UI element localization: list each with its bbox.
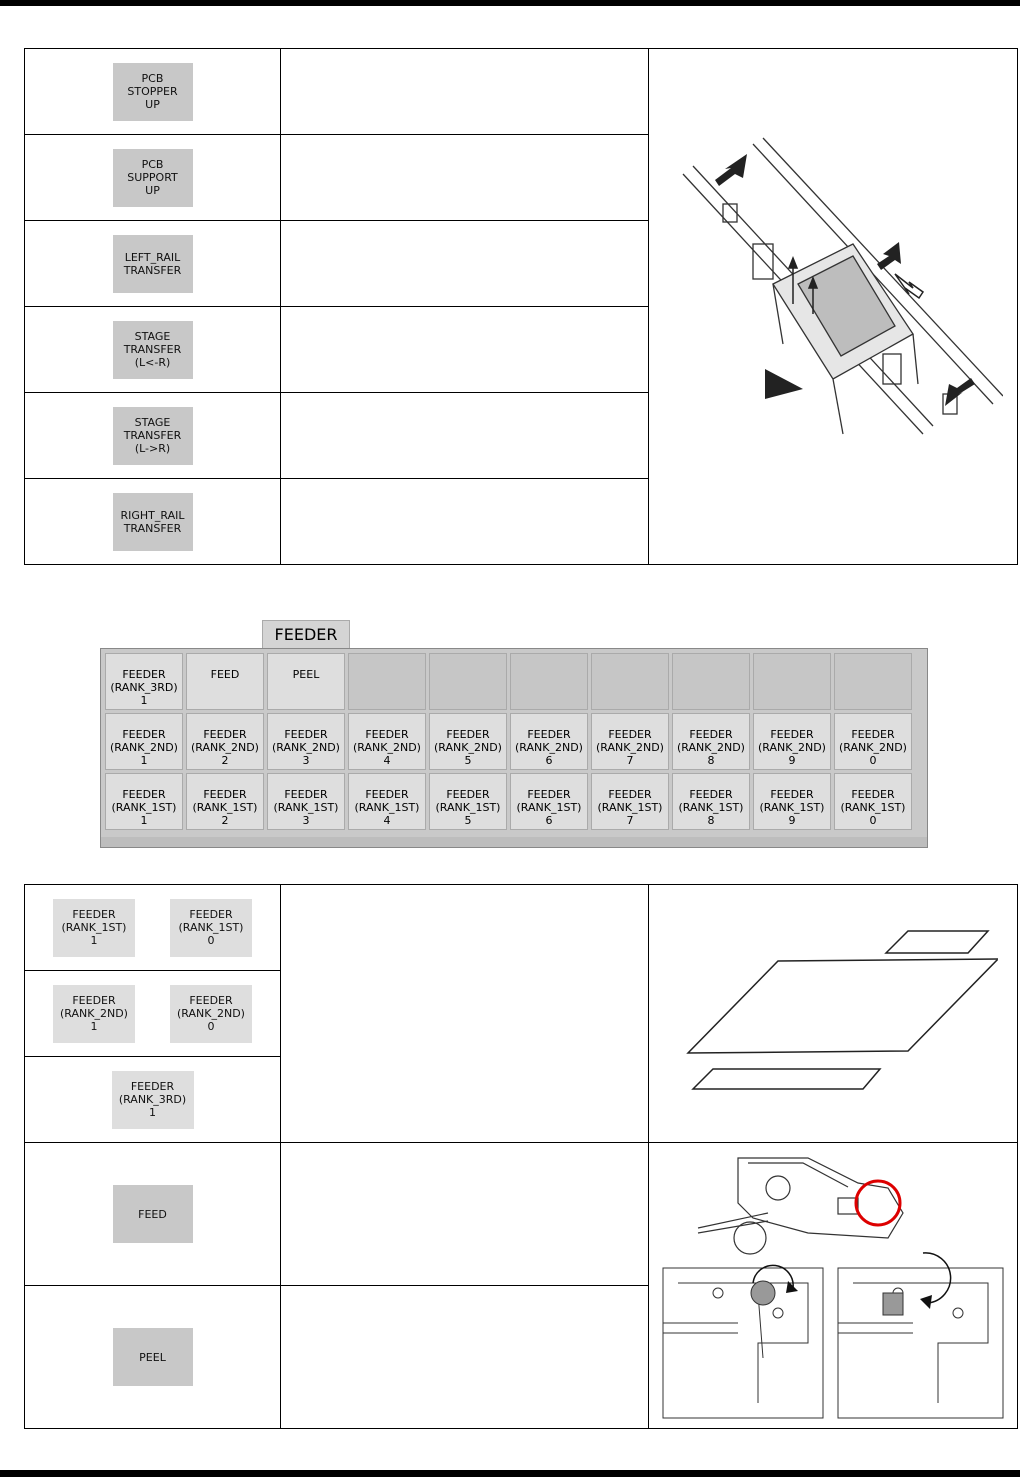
conveyor-illustration-cell (649, 49, 1018, 565)
feeder-button-grid (105, 653, 912, 830)
feeder-rank-stack-icon (668, 911, 998, 1111)
empty-slot (672, 653, 750, 710)
feeder-grid-button[interactable]: FEEDER (RANK_2ND) 3 (267, 713, 345, 770)
row-pcb-stopper (25, 49, 281, 135)
transfer-buttons-table (24, 48, 1018, 565)
conveyor-rail-diagram-icon (663, 134, 1003, 474)
feed-button[interactable]: FEED (113, 1185, 193, 1243)
description-cell (281, 49, 649, 135)
feeder-rank-2nd-1-button[interactable]: FEEDER (RANK_2ND) 1 (53, 985, 135, 1043)
feeder-rank-2nd-0-button[interactable]: FEEDER (RANK_2ND) 0 (170, 985, 252, 1043)
feeder-grid-button[interactable]: FEEDER (RANK_1ST) 1 (105, 773, 183, 830)
empty-slot (753, 653, 831, 710)
feeder-rank-3rd-1-button[interactable]: FEEDER (RANK_3RD) 1 (112, 1071, 194, 1129)
feeder-grid-button[interactable]: FEEDER (RANK_2ND) 5 (429, 713, 507, 770)
right-rail-transfer-button[interactable]: RIGHT_RAIL TRANSFER (113, 493, 193, 551)
feeder-grid-button[interactable]: FEEDER (RANK_3RD) 1 (105, 653, 183, 710)
row-rank-2nd (25, 971, 281, 1057)
feeder-grid-button[interactable]: PEEL (267, 653, 345, 710)
empty-slot (834, 653, 912, 710)
description-cell (281, 307, 649, 393)
feeder-stack-illustration-cell (649, 885, 1018, 1143)
feeder-rank-1st-0-button[interactable]: FEEDER (RANK_1ST) 0 (170, 899, 252, 957)
feeder-grid-button[interactable]: FEEDER (RANK_1ST) 0 (834, 773, 912, 830)
feeder-grid-button[interactable]: FEEDER (RANK_2ND) 4 (348, 713, 426, 770)
feeder-grid-button[interactable]: FEED (186, 653, 264, 710)
row-rank-3rd (25, 1057, 281, 1143)
feeder-buttons-table (24, 884, 1018, 1429)
feeder-grid-button[interactable]: FEEDER (RANK_2ND) 1 (105, 713, 183, 770)
panel-scrollbar (101, 837, 927, 847)
stage-transfer-l-from-r-button[interactable]: STAGE TRANSFER (L<-R) (113, 321, 193, 379)
row-feed (25, 1143, 281, 1286)
feeder-grid-button[interactable]: FEEDER (RANK_2ND) 9 (753, 713, 831, 770)
feeder-grid-button[interactable]: FEEDER (RANK_2ND) 2 (186, 713, 264, 770)
row-rank-1st (25, 885, 281, 971)
pcb-stopper-up-button[interactable]: PCB STOPPER UP (113, 63, 193, 121)
pcb-support-up-button[interactable]: PCB SUPPORT UP (113, 149, 193, 207)
feeder-mechanism-illustration-cell (649, 1143, 1018, 1429)
feeder-grid-button[interactable]: FEEDER (RANK_1ST) 4 (348, 773, 426, 830)
left-rail-transfer-button[interactable]: LEFT_RAIL TRANSFER (113, 235, 193, 293)
feeder-grid-button[interactable]: FEEDER (RANK_1ST) 3 (267, 773, 345, 830)
row-peel (25, 1286, 281, 1429)
empty-slot (348, 653, 426, 710)
empty-slot (591, 653, 669, 710)
peel-button[interactable]: PEEL (113, 1328, 193, 1386)
feeder-grid-button[interactable]: FEEDER (RANK_2ND) 0 (834, 713, 912, 770)
page-top-bar (0, 0, 1020, 6)
page-bottom-bar (0, 1470, 1020, 1477)
description-cell (281, 393, 649, 479)
feeder-grid-button[interactable]: FEEDER (RANK_1ST) 5 (429, 773, 507, 830)
feeder-grid-button[interactable]: FEEDER (RANK_1ST) 2 (186, 773, 264, 830)
row-right-rail (25, 479, 281, 565)
empty-slot (429, 653, 507, 710)
description-cell (281, 135, 649, 221)
tab-feeder[interactable]: FEEDER (262, 620, 350, 649)
stage-transfer-l-to-r-button[interactable]: STAGE TRANSFER (L->R) (113, 407, 193, 465)
feeder-grid-button[interactable]: FEEDER (RANK_1ST) 7 (591, 773, 669, 830)
feeder-grid-button[interactable]: FEEDER (RANK_1ST) 8 (672, 773, 750, 830)
feeder-grid-button[interactable]: FEEDER (RANK_1ST) 9 (753, 773, 831, 830)
feeder-rank-1st-1-button[interactable]: FEEDER (RANK_1ST) 1 (53, 899, 135, 957)
row-left-rail (25, 221, 281, 307)
empty-slot (510, 653, 588, 710)
description-cell (281, 221, 649, 307)
row-stage-transfer-l-to-r (25, 393, 281, 479)
feeder-grid-button[interactable]: FEEDER (RANK_2ND) 6 (510, 713, 588, 770)
feeder-grid-button[interactable]: FEEDER (RANK_1ST) 6 (510, 773, 588, 830)
description-cell (281, 1143, 649, 1286)
description-cell (281, 885, 649, 1143)
description-cell (281, 1286, 649, 1429)
feeder-panel (100, 648, 928, 848)
row-pcb-support (25, 135, 281, 221)
feeder-mechanism-icon (658, 1143, 1008, 1423)
row-stage-transfer-l-r (25, 307, 281, 393)
feeder-grid-button[interactable]: FEEDER (RANK_2ND) 7 (591, 713, 669, 770)
feeder-grid-button[interactable]: FEEDER (RANK_2ND) 8 (672, 713, 750, 770)
description-cell (281, 479, 649, 565)
